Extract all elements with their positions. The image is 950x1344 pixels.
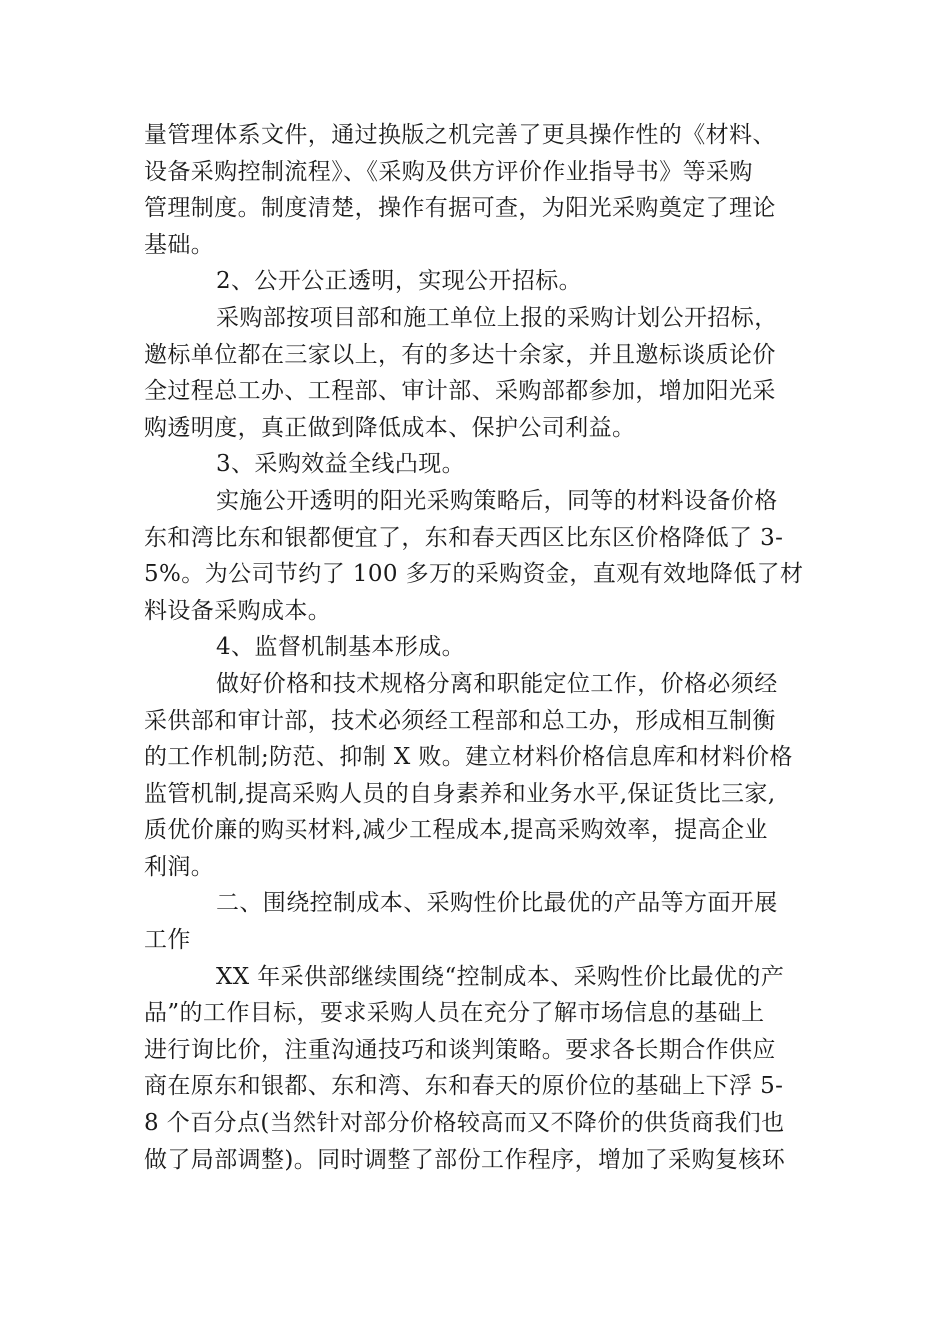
text-line: 设备采购控制流程》、《采购及供方评价作业指导书》等采购: [144, 158, 753, 185]
text-line: 采供部和审计部，技术必须经工程部和总工办，形成相互制衡: [144, 707, 776, 734]
text-line: 采购部按项目部和施工单位上报的采购计划公开招标，: [216, 304, 778, 331]
text-line: 进行询比价，注重沟通技巧和谈判策略。要求各长期合作供应: [144, 1036, 776, 1063]
text-line: XX 年采供部继续围绕“控制成本、采购性价比最优的产: [216, 963, 785, 990]
text-line: 4、监督机制基本形成。: [216, 634, 466, 661]
text-line: 基础。: [144, 231, 215, 258]
text-line: 邀标单位都在三家以上，有的多达十余家，并且邀标谈质论价: [144, 341, 776, 368]
text-line: 东和湾比东和银都便宜了，东和春天西区比东区价格降低了 3-: [144, 524, 784, 551]
text-line: 利润。: [144, 853, 215, 880]
text-line: 做好价格和技术规格分离和职能定位工作，价格必须经: [216, 670, 778, 697]
text-line: 3、采购效益全线凸现。: [216, 451, 466, 478]
text-line: 的工作机制;防范、抑制 X 败。建立材料价格信息库和材料价格: [144, 744, 793, 771]
text-line: 5%。为公司节约了 100 多万的采购资金，直观有效地降低了材: [144, 561, 804, 588]
text-line: 实施公开透明的阳光采购策略后，同等的材料设备价格: [216, 487, 778, 514]
text-line: 做了局部调整)。同时调整了部份工作程序，增加了采购复核环: [144, 1146, 786, 1173]
text-line: 品”的工作目标，要求采购人员在充分了解市场信息的基础上: [144, 1000, 765, 1027]
text-line: 管理制度。制度清楚，操作有据可查，为阳光采购奠定了理论: [144, 195, 776, 222]
text-line: 二、围绕控制成本、采购性价比最优的产品等方面开展: [216, 890, 778, 917]
text-line: 监管机制,提高采购人员的自身素养和业务水平,保证货比三家,: [144, 780, 776, 807]
text-line: 购透明度，真正做到降低成本、保护公司利益。: [144, 414, 636, 441]
text-line: 质优价廉的购买材料,减少工程成本,提高采购效率，提高企业: [144, 817, 768, 844]
text-line: 工作: [144, 927, 191, 954]
text-line: 商在原东和银都、东和湾、东和春天的原价位的基础上下浮 5-: [144, 1073, 784, 1100]
text-line: 8 个百分点(当然针对部分价格较高而又不降价的供货商我们也: [144, 1110, 785, 1137]
text-line: 2、公开公正透明，实现公开招标。: [216, 268, 583, 295]
text-line: 全过程总工办、工程部、审计部、采购部都参加，增加阳光采: [144, 378, 776, 405]
text-line: 料设备采购成本。: [144, 597, 332, 624]
text-line: 量管理体系文件，通过换版之机完善了更具操作性的《材料、: [144, 122, 776, 148]
document-body: [144, 117, 804, 1178]
